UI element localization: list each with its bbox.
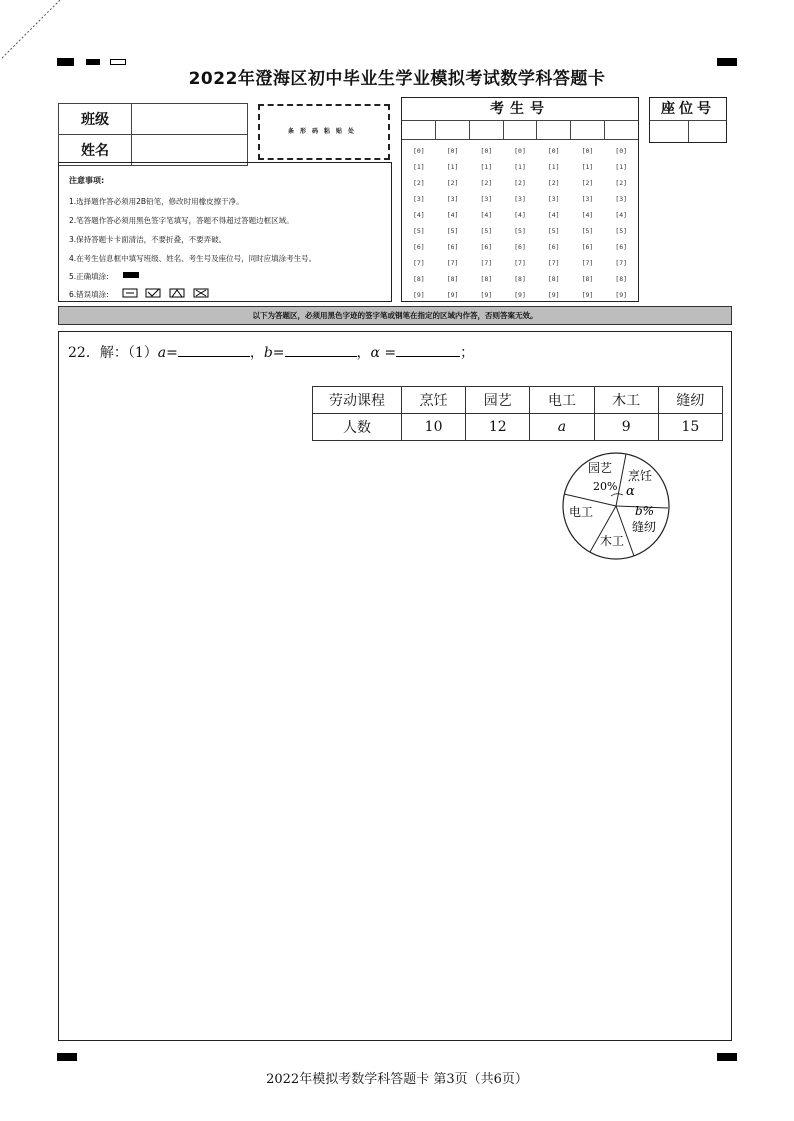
correct-fill-example <box>123 272 139 278</box>
notice-box <box>58 162 392 302</box>
digit-bubble[interactable]: [6] <box>514 243 526 251</box>
digit-bubble[interactable]: [2] <box>514 179 526 187</box>
seat-field[interactable] <box>688 121 726 142</box>
digit-bubble[interactable]: [6] <box>412 243 425 251</box>
digit-bubble[interactable]: [8] <box>547 275 560 283</box>
student-id-column <box>571 143 605 303</box>
seat-box <box>649 97 727 143</box>
seat-label: 座位号 <box>650 98 726 121</box>
digit-bubble[interactable]: [6] <box>615 243 628 251</box>
answer-instruction-bar: 以下为答题区，必须用黑色字迹的签字笔或钢笔在指定的区域内作答，否则答案无效。 <box>58 306 732 325</box>
student-id-column <box>503 143 537 303</box>
digit-bubble[interactable]: [2] <box>581 179 594 187</box>
barcode-label: 条形码粘贴处 <box>287 128 360 135</box>
name-label: 姓名 <box>59 135 132 166</box>
pie-label: 木工 <box>600 534 625 548</box>
digit-bubble[interactable]: [0] <box>615 147 628 155</box>
student-id-column <box>469 143 503 303</box>
digit-bubble[interactable]: [9] <box>581 291 594 299</box>
blank-a-label: a= <box>157 345 178 361</box>
digit-bubble[interactable]: [7] <box>547 259 560 267</box>
pie-label: α <box>626 484 635 499</box>
notice-line: 2.笔答题作答必须用黑色签字笔填写，答题不得超过答题边框区域。 <box>69 216 294 225</box>
digit-bubble[interactable]: [0] <box>547 147 560 155</box>
digit-bubble[interactable]: [7] <box>514 259 526 267</box>
notice-line: 5.正确填涂: <box>69 272 109 281</box>
notice-line: 6.错误填涂: <box>69 290 109 299</box>
blank-b-label: b= <box>263 345 285 361</box>
table-cell: 园艺 <box>466 387 530 414</box>
pie-label: 缝纫 <box>632 520 657 534</box>
digit-bubble[interactable]: [4] <box>480 211 493 219</box>
digit-bubble[interactable]: [0] <box>480 147 493 155</box>
pie-label: 园艺 <box>588 461 613 475</box>
table-cell: 劳动课程 <box>313 387 402 414</box>
digit-bubble[interactable]: [9] <box>547 291 560 299</box>
digit-bubble[interactable]: [8] <box>480 275 493 283</box>
digit-bubble[interactable]: [5] <box>446 227 459 235</box>
class-label: 班级 <box>59 104 132 135</box>
blank-b[interactable] <box>285 344 357 357</box>
table-cell: a <box>530 414 594 441</box>
digit-bubble[interactable]: [6] <box>480 243 493 251</box>
table-cell: 电工 <box>530 387 594 414</box>
student-id-column <box>537 143 571 303</box>
digit-bubble[interactable]: [2] <box>547 179 560 187</box>
digit-bubble[interactable]: [9] <box>480 291 493 299</box>
table-cell: 烹饪 <box>402 387 466 414</box>
digit-bubble[interactable]: [0] <box>581 147 594 155</box>
digit-bubble[interactable]: [9] <box>412 291 425 299</box>
digit-bubble[interactable]: [3] <box>514 195 526 203</box>
digit-bubble[interactable]: [4] <box>446 211 459 219</box>
question-22: 22．解：（1）a= ，b= ，α = ； <box>68 345 475 361</box>
table-cell: 缝纫 <box>658 387 722 414</box>
table-row <box>313 387 723 414</box>
digit-bubble[interactable]: [7] <box>446 259 459 267</box>
table-cell: 12 <box>466 414 530 441</box>
digit-bubble[interactable]: [9] <box>615 291 628 299</box>
barcode-area <box>258 104 390 160</box>
digit-bubble[interactable]: [3] <box>547 195 560 203</box>
digit-bubble[interactable]: [2] <box>412 179 425 187</box>
digit-bubble[interactable]: [5] <box>615 227 628 235</box>
notice-line: 4.在考生信息框中填写班级、姓名、考生号及座位号，同时应填涂考生号。 <box>69 254 317 263</box>
digit-bubble[interactable]: [2] <box>446 179 459 187</box>
wrong-fill-examples <box>122 287 222 301</box>
digit-bubble[interactable]: [5] <box>547 227 560 235</box>
digit-bubble[interactable]: [6] <box>581 243 594 251</box>
digit-bubble[interactable]: [3] <box>581 195 594 203</box>
digit-bubble[interactable]: [8] <box>446 275 459 283</box>
blank-alpha-label: α = <box>370 345 397 361</box>
student-id-column <box>402 143 436 303</box>
digit-bubble[interactable]: [4] <box>514 211 526 219</box>
blank-a[interactable] <box>178 344 250 357</box>
table-row <box>313 414 723 441</box>
pie-label: 电工 <box>569 505 594 519</box>
page-footer: 2022年模拟考数学科答题卡 第3页（共6页） <box>266 1072 528 1087</box>
digit-bubble[interactable]: [4] <box>615 211 628 219</box>
digit-bubble[interactable]: [2] <box>615 179 628 187</box>
digit-bubble[interactable]: [3] <box>446 195 459 203</box>
table-cell: 9 <box>594 414 658 441</box>
fold-line <box>0 0 60 60</box>
digit-bubble[interactable]: [5] <box>412 227 425 235</box>
student-id-column <box>604 143 638 303</box>
digit-bubble[interactable]: [1] <box>514 163 526 171</box>
digit-bubble[interactable]: [5] <box>514 227 526 235</box>
student-info-table <box>58 103 248 166</box>
registration-mark <box>57 1053 77 1061</box>
student-id-bubble-grid[interactable] <box>402 143 638 303</box>
table-cell: 15 <box>658 414 722 441</box>
digit-bubble[interactable]: [1] <box>412 163 425 171</box>
digit-bubble[interactable]: [4] <box>412 211 425 219</box>
digit-bubble[interactable]: [0] <box>412 147 425 155</box>
digit-bubble[interactable]: [8] <box>412 275 425 283</box>
digit-bubble[interactable]: [8] <box>581 275 594 283</box>
digit-bubble[interactable]: [7] <box>615 259 628 267</box>
class-field[interactable] <box>132 104 248 135</box>
digit-bubble[interactable]: [4] <box>581 211 594 219</box>
data-table <box>312 386 723 441</box>
digit-bubble[interactable]: [3] <box>480 195 493 203</box>
digit-bubble[interactable]: [3] <box>615 195 628 203</box>
digit-bubble[interactable]: [9] <box>446 291 459 299</box>
digit-bubble[interactable]: [8] <box>615 275 628 283</box>
digit-bubble[interactable]: [6] <box>446 243 459 251</box>
digit-bubble[interactable]: [1] <box>547 163 560 171</box>
student-id-label: 考生号 <box>402 98 638 121</box>
page-title: 2022年澄海区初中毕业生学业模拟考试数学科答题卡 <box>188 69 606 89</box>
student-id-box <box>401 97 639 302</box>
blank-alpha[interactable] <box>396 344 460 357</box>
notice-line: 3.保持答题卡卡面清洁，不要折叠，不要弄破。 <box>69 235 227 244</box>
pie-label: 烹饪 <box>628 469 653 483</box>
digit-bubble[interactable]: [7] <box>480 259 493 267</box>
student-id-write-cells[interactable] <box>402 120 638 140</box>
digit-bubble[interactable]: [1] <box>615 163 628 171</box>
digit-bubble[interactable]: [7] <box>412 259 425 267</box>
digit-bubble[interactable]: [0] <box>514 147 526 155</box>
pie-label: 20% <box>593 480 618 493</box>
digit-bubble[interactable]: [7] <box>581 259 594 267</box>
digit-bubble[interactable]: [6] <box>547 243 560 251</box>
digit-bubble[interactable]: [2] <box>480 179 493 187</box>
pie-diagram <box>556 450 676 565</box>
table-cell: 10 <box>402 414 466 441</box>
question-number: 22．解：（1） <box>68 345 158 361</box>
notice-title: 注意事项: <box>69 176 105 185</box>
seat-field[interactable] <box>650 121 689 142</box>
pie-label: b% <box>635 504 655 518</box>
table-cell: 木工 <box>594 387 658 414</box>
digit-bubble[interactable]: [1] <box>480 163 493 171</box>
digit-bubble[interactable]: [4] <box>547 211 560 219</box>
digit-bubble[interactable]: [9] <box>514 291 526 299</box>
digit-bubble[interactable]: [5] <box>581 227 594 235</box>
digit-bubble[interactable]: [1] <box>446 163 459 171</box>
table-cell: 人数 <box>313 414 402 441</box>
digit-bubble[interactable]: [5] <box>480 227 493 235</box>
notice-line: 1.选择题作答必须用2B铅笔，修改时用橡皮擦干净。 <box>69 197 244 206</box>
name-field[interactable] <box>132 135 248 166</box>
student-id-column <box>436 143 470 303</box>
digit-bubble[interactable]: [0] <box>446 147 459 155</box>
digit-bubble[interactable]: [8] <box>514 275 526 283</box>
digit-bubble[interactable]: [3] <box>412 195 425 203</box>
digit-bubble[interactable]: [1] <box>581 163 594 171</box>
registration-mark <box>717 1053 737 1061</box>
